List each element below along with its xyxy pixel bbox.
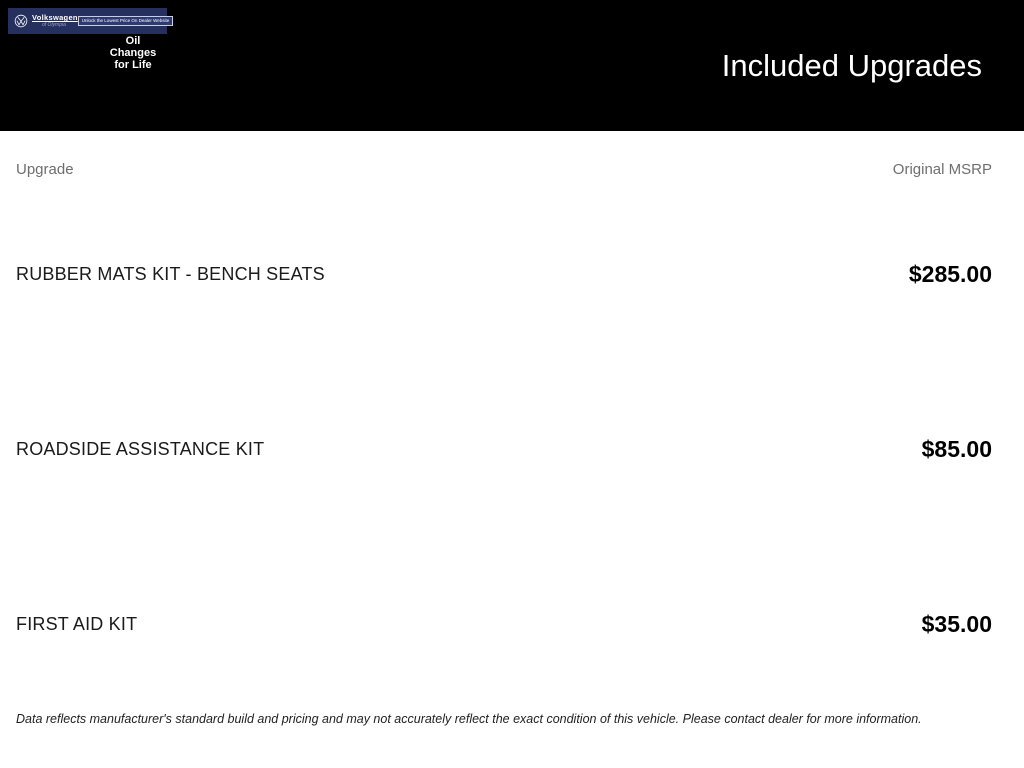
column-header-upgrade: Upgrade [16,161,74,178]
upgrades-table [0,131,1024,727]
dealer-brand-name: Volkswagen [32,13,78,23]
upgrade-msrp: $35.00 [921,611,992,637]
tagline-line-2: for Life [114,59,152,72]
upgrade-msrp: $285.00 [908,261,992,287]
dealer-offer-button[interactable]: Unlock the Lowest Price On Dealer Website [78,16,173,27]
vw-logo-icon [14,14,28,28]
upgrade-row [0,537,1024,712]
disclaimer-text: Data reflects manufacturer's standard build and pricing and may not accurately reflect the exact condition of this vehicle. Please contact dealer for more information. [16,712,922,726]
page-title: Included Upgrades [721,48,982,83]
tagline-line-1: Oil Changes [109,35,157,60]
upgrade-name: FIRST AID KIT [16,614,138,634]
upgrade-rows [0,187,1024,712]
upgrade-msrp: $85.00 [921,436,992,462]
upgrade-name: ROADSIDE ASSISTANCE KIT [16,439,265,459]
upgrade-row [0,362,1024,537]
upgrade-row [0,187,1024,362]
header [0,0,1024,131]
dealer-ad-banner[interactable] [8,8,170,34]
column-header-original-msrp: Original MSRP [892,161,992,178]
upgrade-name: RUBBER MATS KIT - BENCH SEATS [16,264,325,284]
dealer-brand-block [32,14,78,28]
table-column-headers [0,131,1024,179]
oil-changes-tagline [103,35,163,71]
dealer-brand-subtitle: of Olympia [42,21,66,28]
